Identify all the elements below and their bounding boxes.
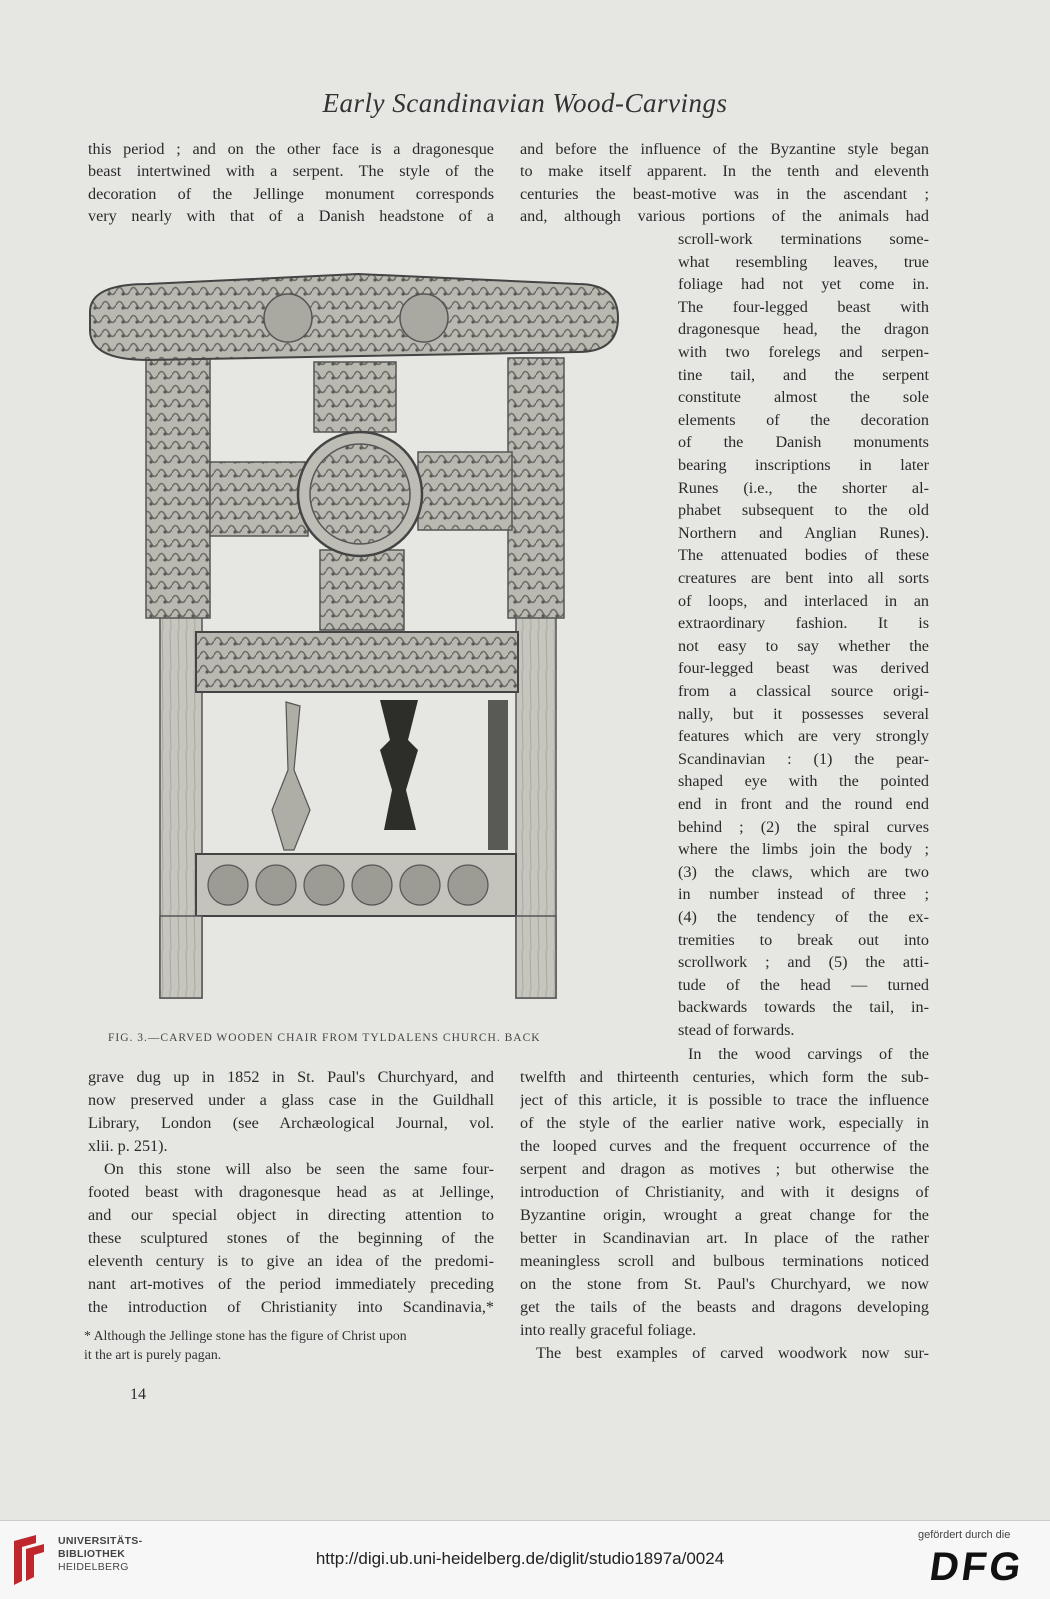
text-line: introduction of Christianity, and with it designs of (520, 1183, 929, 1201)
text-line: into really graceful foliage. (520, 1321, 697, 1339)
text-line: (3) the claws, which are two (678, 862, 929, 881)
carved-chair-illustration (88, 270, 648, 1022)
running-head: Early Scandinavian Wood-Carvings (322, 88, 728, 118)
text-line: backwards towards the tail, in- (678, 998, 929, 1017)
text-line: grave dug up in 1852 in St. Paul's Churchyard, and (88, 1068, 494, 1086)
text-line: with two forelegs and serpen- (678, 343, 929, 361)
text-line: tremities to break out into (678, 930, 929, 949)
text-line: bearing inscriptions in later (678, 456, 929, 474)
text-line: scrollwork ; and (5) the atti- (678, 953, 929, 972)
library-name-line: BIBLIOTHEK (58, 1548, 126, 1560)
text-line: shaped eye with the pointed (678, 772, 929, 791)
text-line: where the limbs join the body ; (678, 840, 929, 859)
library-name-line: HEIDELBERG (58, 1561, 129, 1573)
text-line: (4) the tendency of the ex- (678, 908, 929, 926)
text-line: what resembling leaves, true (678, 252, 929, 271)
library-name-line: UNIVERSITÄTS- (58, 1535, 143, 1547)
text-line: features which are very strongly (678, 727, 929, 746)
text-line: xlii. p. 251). (88, 1137, 168, 1155)
text-line: eleventh century is to give an idea of the predomi- (88, 1252, 494, 1270)
text-line: behind ; (2) the spiral curves (678, 817, 929, 836)
text-line: from a classical source origi- (678, 682, 929, 700)
text-line: Scandinavian : (1) the pear- (678, 749, 929, 768)
text-line: Library, London (see Archæological Journal, vol. (88, 1114, 494, 1132)
funding-note: gefördert durch die (918, 1529, 1011, 1541)
text-line: On this stone will also be seen the same four- (104, 1160, 494, 1178)
text-line: of loops, and interlaced in an (678, 591, 929, 610)
text-line: Runes (i.e., the shorter al- (678, 478, 929, 497)
text-line: nally, but it possesses several (678, 704, 929, 723)
text-line: Northern and Anglian Runes). (678, 523, 929, 542)
text-line: foliage had not yet come in. (678, 275, 929, 294)
text-line: In the wood carvings of the (688, 1045, 929, 1063)
text-line: the looped curves and the frequent occurrence of the (520, 1137, 929, 1155)
text-line: and our special object in directing attention to (88, 1206, 494, 1224)
text-line: dragonesque head, the dragon (678, 320, 929, 339)
text-line: phabet subsequent to the old (678, 501, 929, 520)
text-line: and before the influence of the Byzantine style began (520, 140, 929, 158)
text-line: better in Scandinavian art. In place of the rather (520, 1229, 929, 1247)
text-line: centuries the beast-motive was in the ascendant ; (520, 185, 929, 203)
text-line: of the style of the earlier native work, especially in (520, 1114, 929, 1132)
page-number: 14 (130, 1386, 146, 1403)
text-line: of the Danish monuments (678, 433, 929, 452)
text-line: the introduction of Christianity into Scandinavia,* (88, 1298, 494, 1316)
text-line: footed beast with dragonesque head as at Jellinge, (88, 1183, 494, 1201)
text-line: four-legged beast was derived (678, 659, 929, 678)
text-line: on the stone from St. Paul's Churchyard, we now (520, 1275, 929, 1293)
text-line: not easy to say whether the (678, 636, 929, 655)
dfg-logo: DFG (926, 1545, 1027, 1589)
text-line: tine tail, and the serpent (678, 365, 929, 384)
text-line: extraordinary fashion. It is (678, 614, 929, 633)
text-line: twelfth and thirteenth centuries, which form the sub- (520, 1068, 929, 1086)
text-line: creatures are bent into all sorts (678, 569, 929, 587)
footnote-line: it the art is purely pagan. (84, 1347, 222, 1362)
text-line: and, although various portions of the animals had (520, 207, 929, 225)
text-line: elements of the decoration (678, 410, 929, 429)
text-line: stead of forwards. (678, 1021, 795, 1039)
text-line: serpent and dragon as motives ; but otherwise the (520, 1160, 929, 1178)
library-name (58, 1535, 168, 1574)
text-line: to make itself apparent. In the tenth and eleventh (520, 162, 929, 180)
digitization-footer (0, 1520, 1050, 1599)
text-line: scroll-work terminations some- (678, 230, 929, 248)
footnote-line: * Although the Jellinge stone has the figure of Christ upon (84, 1328, 407, 1343)
text-line: very nearly with that of a Danish headstone of a (88, 207, 494, 225)
text-line: these sculptured stones of the beginning of the (88, 1229, 494, 1247)
text-line: this period ; and on the other face is a dragonesque (88, 140, 494, 158)
text-line: The attenuated bodies of these (678, 546, 929, 565)
text-line: Byzantine origin, wrought a great change for the (520, 1206, 929, 1224)
text-line: decoration of the Jellinge monument corresponds (88, 185, 494, 203)
text-line: tude of the head — turned (678, 975, 929, 994)
text-line: constitute almost the sole (678, 388, 929, 407)
university-library-logo (10, 1531, 50, 1589)
text-line: beast intertwined with a serpent. The style of the (88, 162, 494, 180)
source-url[interactable]: http://digi.ub.uni-heidelberg.de/diglit/studio1897a/0024 (315, 1549, 725, 1568)
text-line: nant art-motives of the period immediately preceding (88, 1275, 494, 1293)
figure-caption: FIG. 3.—CARVED WOODEN CHAIR FROM TYLDALENS CHURCH. BACK (108, 1032, 541, 1044)
text-line: meaningless scroll and bulbous terminations noticed (520, 1252, 929, 1270)
text-line: The four-legged beast with (678, 297, 929, 316)
text-line: ject of this article, it is possible to trace the influence (520, 1091, 929, 1109)
text-line: in number instead of three ; (678, 885, 929, 904)
text-line: now preserved under a glass case in the Guildhall (88, 1091, 494, 1109)
text-line: end in front and the round end (678, 795, 929, 813)
text-line: The best examples of carved woodwork now sur- (536, 1344, 929, 1362)
text-line: get the tails of the beasts and dragons developing (520, 1298, 929, 1316)
